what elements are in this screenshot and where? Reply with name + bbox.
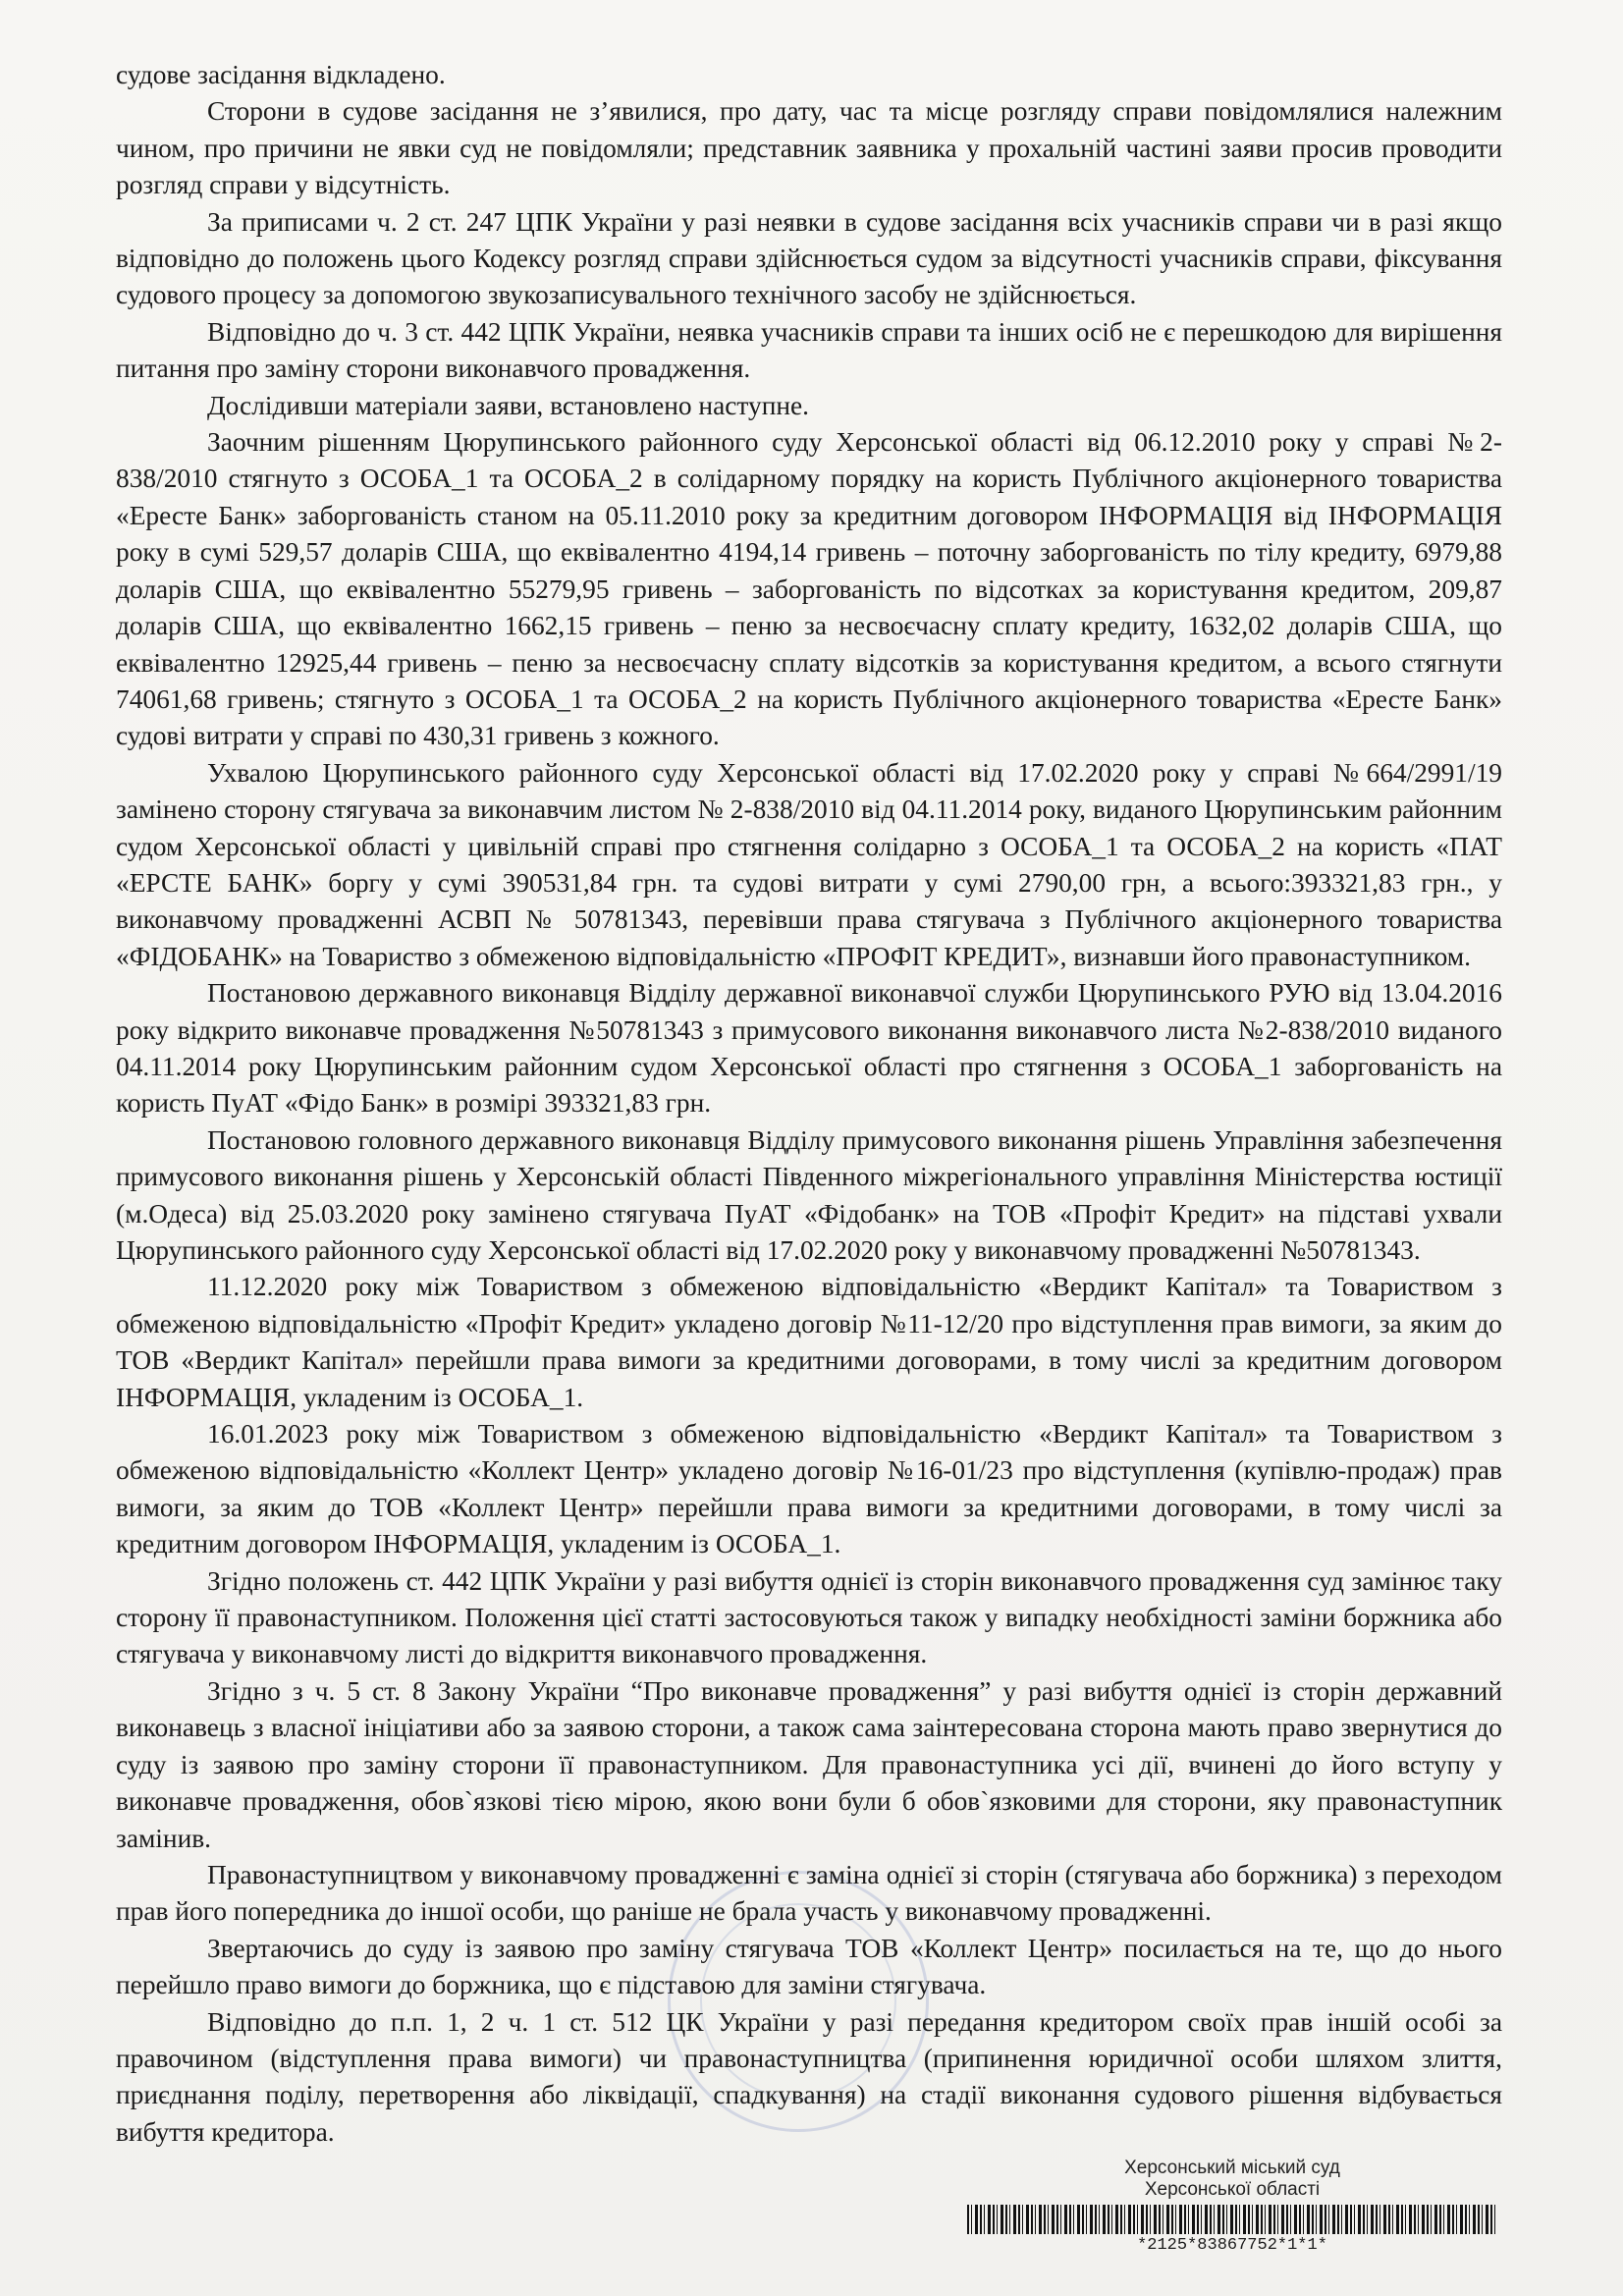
- paragraph: Заочним рішенням Цюрупинського районного суду Херсонської області від 06.12.2010 року у справі №2-838/2010 стягнуто з ОСОБА_1 та ОСОБА_2 в солідарному порядку на користь Публічного акціонерного товариства «Ересте Банк» заборгованість станом на 05.11.2010 року за кредитним договором ІНФОРМАЦІЯ від ІНФОРМАЦІЯ року в сумі 529,57 доларів США, що еквівалентно 4194,14 гривень – поточну заборгованість по тілу кредиту, 6979,88 доларів США, що еквівалентно 55279,95 гривень – заборгованість по відсотках за користування кредитом, 209,87 доларів США, що еквівалентно 1662,15 гривень – пеню за несвоєчасну сплату кредиту, 1632,02 доларів США, що еквівалентно 12925,44 гривень – пеню за несвоєчасну сплату відсотків за користування кредитом, а всього стягнути 74061,68 гривень; стягнуто з ОСОБА_1 та ОСОБА_2 на користь Публічного акціонерного товариства «Ересте Банк» судові витрати у справі по 430,31 гривень з кожного.: [116, 427, 1502, 751]
- paragraph: Відповідно до п.п. 1, 2 ч. 1 ст. 512 ЦК України у разі передання кредитором своїх прав іншій особі за правочином (відступлення права вимоги) чи правонаступництва (припинення юридичної особи шляхом злиття, приєднання поділу, перетворення або ліквідації, спадкування) на стадії виконання судового рішення відбувається вибуття кредитора.: [116, 2006, 1502, 2147]
- court-region: Херсонської області: [1144, 2179, 1321, 2200]
- paragraph: Згідно положень ст. 442 ЦПК України у разі вибуття однієї із сторін виконавчого провадження суд замінює таку сторону її правонаступником. Положення цієї статті застосовуються також у випадку необхідності заміни боржника або стягувача у виконавчому листі до відкриття виконавчого провадження.: [116, 1565, 1502, 1669]
- paragraph: Постановою головного державного виконавця Відділу примусового виконання рішень Управління забезпечення примусового виконання рішень у Херсонській області Південного міжрегіонального управління Міністерства юстиції (м.Одеса) від 25.03.2020 року замінено стягувача ПуАТ «Фідобанк» на ТОВ «Профіт Кредит» на підставі ухвали Цюрупинського районного суду Херсонської області від 17.02.2020 року у виконавчому провадженні №50781343.: [116, 1124, 1502, 1265]
- paragraph: Ухвалою Цюрупинського районного суду Херсонської області від 17.02.2020 року у справі №664/2991/19 замінено сторону стягувача за виконавчим листом № 2-838/2010 від 04.11.2014 року, виданого Цюрупинським районним судом Херсонської області у цивільній справі про стягнення солідарно з ОСОБА_1 та ОСОБА_2 на користь «ПАТ «ЕРСТЕ БАНК» боргу у сумі 390531,84 грн. та судові витрати у сумі 2790,00 грн, а всього:393321,83 грн., у виконавчому провадженні АСВП № 50781343, перевівши права стягувача з Публічного акціонерного товариства «ФІДОБАНК» на Товариство з обмеженою відповідальністю «ПРОФІТ КРЕДИТ», визнавши його правонаступником.: [116, 757, 1502, 971]
- paragraph: Дослідивши матеріали заяви, встановлено наступне.: [207, 390, 810, 420]
- paragraph: судове засідання відкладено.: [116, 60, 446, 89]
- document-body: [116, 57, 1502, 2151]
- paragraph: Сторони в судове засідання не з’явилися, про дату, час та місце розгляду справи повідомлялися належним чином, про причини не явки суд не повідомляли; представник заявника у прохальній частині заяви просив проводити розгляд справи у відсутність.: [116, 96, 1502, 200]
- paragraph: Відповідно до ч. 3 ст. 442 ЦПК України, неявка учасників справи та інших осіб не є перешкодою для вирішення питання про заміну сторони виконавчого провадження.: [116, 316, 1502, 384]
- paragraph: За приписами ч. 2 ст. 247 ЦПК України у разі неявки в судове засідання всіх учасників справи чи в разі якщо відповідно до положень цього Кодексу розгляд справи здійснюється судом за відсутності учасників справи, фіксування судового процесу за допомогою звукозаписувального технічного засобу не здійснюється.: [116, 206, 1502, 310]
- barcode-text: *2125*83867752*1*1*: [1137, 2236, 1327, 2255]
- paragraph: Звертаючись до суду із заявою про заміну стягувача ТОВ «Коллект Центр» посилається на те, що до нього перейшло право вимоги до боржника, що є підставою для заміни стягувача.: [116, 1933, 1502, 2000]
- paragraph: Згідно з ч. 5 ст. 8 Закону України “Про виконавче провадження” у разі вибуття однієї із сторін державний виконавець з власної ініціативи або за заявою сторони, а також сама заінтересована сторона мають право звернутися до суду із заявою про заміну сторони її правонаступником. Для правонаступника усі дії, вчинені до його вступу у виконавче провадження, обов`язкові тією мірою, якою вони були б обов`язковими для сторони, яку правонаступник замінив.: [116, 1675, 1502, 1853]
- court-name: Херсонський міський суд: [1124, 2158, 1340, 2178]
- paragraph: Постановою державного виконавця Відділу державної виконавчої служби Цюрупинського РУЮ від 13.04.2016 року відкрито виконавче провадження №50781343 з примусового виконання виконавчого листа №2-838/2010 виданого 04.11.2014 року Цюрупинським районним судом Херсонської області про стягнення з ОСОБА_1 заборгованість на користь ПуАТ «Фідо Банк» в розмірі 393321,83 грн.: [116, 978, 1502, 1119]
- court-footer: [957, 2158, 1507, 2255]
- paragraph: 11.12.2020 року між Товариством з обмеженою відповідальністю «Вердикт Капітал» та Товариством з обмеженою відповідальністю «Профіт Кредит» укладено договір №11-12/20 про відступлення прав вимоги, за яким до ТОВ «Вердикт Капітал» перейшли права вимоги за кредитними договорами, в тому числі за кредитним договором ІНФОРМАЦІЯ, укладеним із ОСОБА_1.: [116, 1272, 1502, 1412]
- paragraph: 16.01.2023 року між Товариством з обмеженою відповідальністю «Вердикт Капітал» та Товариством з обмеженою відповідальністю «Коллект Центр» укладено договір №16-01/23 про відступлення (купівлю-продаж) прав вимоги, за яким до ТОВ «Коллект Центр» перейшли права вимоги за кредитними договорами, в тому числі за кредитним договором ІНФОРМАЦІЯ, укладеним із ОСОБА_1.: [116, 1419, 1502, 1559]
- paragraph: Правонаступництвом у виконавчому провадженні є заміна однієї зі сторін (стягувача або боржника) з переходом прав його попередника до іншої особи, що раніше не брала участь у виконавчому провадженні.: [116, 1859, 1502, 1927]
- barcode: [967, 2205, 1497, 2234]
